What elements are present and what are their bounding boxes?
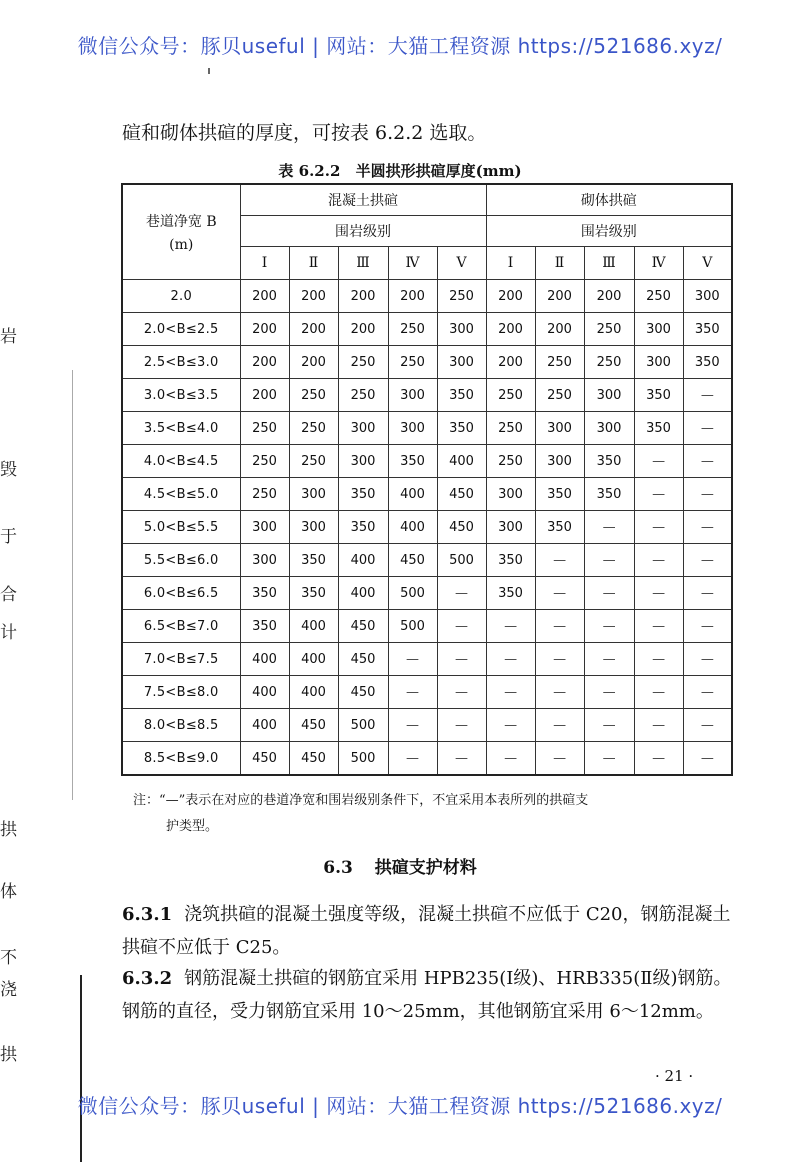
tunnel-width-cell: 6.5<B≤7.0 — [122, 610, 240, 643]
thickness-cell: — — [683, 544, 732, 577]
thickness-cell: 400 — [289, 643, 338, 676]
thickness-cell: 300 — [584, 412, 634, 445]
thickness-cell: — — [634, 742, 683, 776]
watermark-bottom: 微信公众号：豚贝useful | 网站：大猫工程资源 https://521686.xyz/ — [77, 1094, 723, 1118]
margin-char: 岩 — [0, 327, 17, 347]
thickness-cell: — — [634, 676, 683, 709]
thickness-cell: — — [634, 643, 683, 676]
thickness-cell: 200 — [240, 379, 289, 412]
thickness-cell: 450 — [437, 478, 486, 511]
thickness-cell: 400 — [240, 676, 289, 709]
thickness-cell: 350 — [240, 610, 289, 643]
rock-grade-header: Ⅱ — [535, 247, 584, 280]
thickness-cell: 250 — [486, 379, 535, 412]
thickness-cell: — — [683, 577, 732, 610]
thickness-cell: 250 — [240, 478, 289, 511]
tunnel-width-cell: 2.0<B≤2.5 — [122, 313, 240, 346]
thickness-cell: 250 — [535, 346, 584, 379]
thickness-cell: 350 — [338, 511, 388, 544]
thickness-cell: 350 — [486, 577, 535, 610]
thickness-cell: 500 — [338, 709, 388, 742]
thickness-cell: 200 — [486, 280, 535, 313]
thickness-cell: — — [486, 742, 535, 776]
thickness-cell: — — [437, 742, 486, 776]
table-row — [122, 280, 732, 313]
thickness-cell: — — [584, 742, 634, 776]
thickness-cell: — — [584, 544, 634, 577]
tunnel-width-cell: 4.5<B≤5.0 — [122, 478, 240, 511]
thickness-cell: — — [535, 544, 584, 577]
thickness-cell: — — [683, 709, 732, 742]
row-header-cell — [122, 184, 240, 280]
thickness-cell: 300 — [338, 412, 388, 445]
rock-grade-header: Ⅰ — [486, 247, 535, 280]
thickness-cell: 350 — [289, 544, 338, 577]
margin-char: 不 — [0, 948, 17, 968]
binding-line — [80, 975, 82, 1162]
thickness-cell: 250 — [240, 445, 289, 478]
thickness-cell: 450 — [388, 544, 437, 577]
thickness-cell: 450 — [240, 742, 289, 776]
thickness-cell: — — [486, 643, 535, 676]
table-row — [122, 610, 732, 643]
thickness-cell: 400 — [437, 445, 486, 478]
thickness-cell: 200 — [240, 313, 289, 346]
thickness-cell: 400 — [289, 676, 338, 709]
thickness-cell: 300 — [634, 313, 683, 346]
thickness-cell: 300 — [388, 412, 437, 445]
note-line: 护类型。 — [166, 819, 219, 834]
thickness-cell: — — [535, 610, 584, 643]
tunnel-width-cell: 4.0<B≤4.5 — [122, 445, 240, 478]
thickness-cell: 250 — [486, 412, 535, 445]
table-row — [122, 445, 732, 478]
thickness-cell: 200 — [240, 280, 289, 313]
thickness-cell: — — [388, 676, 437, 709]
thickness-cell: — — [683, 742, 732, 776]
thickness-cell: 300 — [240, 544, 289, 577]
thickness-cell: — — [683, 643, 732, 676]
thickness-cell: — — [683, 511, 732, 544]
thickness-cell: 350 — [634, 412, 683, 445]
thickness-cell: 400 — [240, 643, 289, 676]
thickness-cell: 200 — [535, 313, 584, 346]
thickness-cell: 250 — [535, 379, 584, 412]
thickness-cell: 300 — [584, 379, 634, 412]
watermark-top: 微信公众号：豚贝useful | 网站：大猫工程资源 https://521686.xyz/ — [77, 34, 723, 58]
tunnel-width-cell: 5.5<B≤6.0 — [122, 544, 240, 577]
thickness-cell: 400 — [388, 478, 437, 511]
thickness-cell: — — [437, 643, 486, 676]
section-title: 拱碹支护材料 — [374, 858, 477, 878]
row-header-label: 巷道净宽 B — [145, 214, 217, 230]
group-header-concrete: 混凝土拱碹 — [240, 184, 486, 216]
thickness-cell: 350 — [240, 577, 289, 610]
rock-grade-header: Ⅲ — [338, 247, 388, 280]
thickness-cell: — — [634, 511, 683, 544]
rock-grade-header: Ⅲ — [584, 247, 634, 280]
thickness-cell: 300 — [388, 379, 437, 412]
thickness-cell: — — [535, 709, 584, 742]
thickness-cell: 350 — [584, 445, 634, 478]
clause-number: 6.3.2 — [122, 968, 173, 989]
tunnel-width-cell: 2.5<B≤3.0 — [122, 346, 240, 379]
thickness-cell: 500 — [437, 544, 486, 577]
intro-text: 碹和砌体拱碹的厚度，可按表 6.2.2 选取。 — [122, 122, 487, 144]
thickness-cell: 200 — [240, 346, 289, 379]
thickness-cell: 300 — [240, 511, 289, 544]
margin-char: 拱 — [0, 1045, 17, 1065]
thickness-cell: 300 — [437, 313, 486, 346]
table-row — [122, 544, 732, 577]
thickness-cell: 350 — [486, 544, 535, 577]
thickness-cell: 300 — [535, 445, 584, 478]
thickness-cell: 400 — [289, 610, 338, 643]
thickness-cell: — — [437, 709, 486, 742]
thickness-cell: — — [535, 676, 584, 709]
thickness-cell: 350 — [437, 379, 486, 412]
thickness-cell: 300 — [683, 280, 732, 313]
thickness-cell: 200 — [535, 280, 584, 313]
tunnel-width-cell: 2.0 — [122, 280, 240, 313]
thickness-cell: — — [683, 478, 732, 511]
thickness-cell: — — [634, 709, 683, 742]
table-row — [122, 676, 732, 709]
thickness-cell: — — [535, 577, 584, 610]
thickness-cell: 400 — [338, 577, 388, 610]
table-row — [122, 412, 732, 445]
stray-mark — [208, 68, 210, 74]
table-row — [122, 742, 732, 776]
thickness-cell: — — [437, 676, 486, 709]
rock-grade-header: Ⅳ — [634, 247, 683, 280]
clause-text: 钢筋混凝土拱碹的钢筋宜采用 HPB235(Ⅰ级)、HRB335(Ⅱ级)钢筋。钢筋的直径，受力钢筋宜采用 10～25mm，其他钢筋宜采用 6～12mm。 — [122, 968, 732, 1022]
section-number: 6.3 — [323, 858, 353, 878]
thickness-cell: 450 — [289, 709, 338, 742]
tunnel-width-cell: 6.0<B≤6.5 — [122, 577, 240, 610]
thickness-cell: 250 — [584, 346, 634, 379]
clause-paragraph — [122, 898, 742, 964]
subheader-rock-grade: 围岩级别 — [486, 216, 732, 247]
thickness-cell: — — [584, 511, 634, 544]
thickness-cell: 450 — [338, 610, 388, 643]
thickness-cell: — — [584, 643, 634, 676]
tunnel-width-cell: 7.0<B≤7.5 — [122, 643, 240, 676]
table-row — [122, 511, 732, 544]
thickness-cell: 250 — [388, 313, 437, 346]
table-row — [122, 313, 732, 346]
thickness-cell: — — [535, 643, 584, 676]
table-caption — [0, 160, 800, 181]
table-row — [122, 577, 732, 610]
thickness-cell: 350 — [437, 412, 486, 445]
thickness-cell: 250 — [584, 313, 634, 346]
thickness-cell: — — [634, 610, 683, 643]
thickness-cell: — — [634, 445, 683, 478]
thickness-cell: 350 — [683, 346, 732, 379]
thickness-cell: 250 — [388, 346, 437, 379]
thickness-cell: — — [634, 577, 683, 610]
thickness-cell: 450 — [289, 742, 338, 776]
thickness-cell: 350 — [535, 511, 584, 544]
rock-grade-header: Ⅴ — [437, 247, 486, 280]
margin-char: 于 — [0, 527, 17, 547]
thickness-cell: 300 — [486, 511, 535, 544]
thickness-cell: 350 — [338, 478, 388, 511]
thickness-cell: — — [584, 610, 634, 643]
thickness-cell: 250 — [240, 412, 289, 445]
thickness-cell: — — [486, 610, 535, 643]
thickness-cell: 350 — [289, 577, 338, 610]
thickness-cell: 250 — [486, 445, 535, 478]
thickness-cell: 350 — [584, 478, 634, 511]
thickness-cell: 200 — [584, 280, 634, 313]
thickness-cell: 250 — [634, 280, 683, 313]
thickness-cell: — — [683, 610, 732, 643]
thickness-cell: 300 — [535, 412, 584, 445]
thickness-cell: 250 — [338, 346, 388, 379]
table-row — [122, 379, 732, 412]
thickness-cell: 400 — [338, 544, 388, 577]
clause-paragraph — [122, 962, 742, 1028]
thickness-cell: 400 — [240, 709, 289, 742]
thickness-cell: 250 — [338, 379, 388, 412]
thickness-cell: 500 — [338, 742, 388, 776]
clause-text: 浇筑拱碹的混凝土强度等级，混凝土拱碹不应低于 C20，钢筋混凝土拱碹不应低于 C25。 — [122, 904, 731, 958]
table-row — [122, 346, 732, 379]
thickness-cell: 200 — [289, 313, 338, 346]
rock-grade-header: Ⅳ — [388, 247, 437, 280]
thickness-cell: — — [584, 709, 634, 742]
rock-grade-header: Ⅱ — [289, 247, 338, 280]
tunnel-width-cell: 8.5<B≤9.0 — [122, 742, 240, 776]
tunnel-width-cell: 5.0<B≤5.5 — [122, 511, 240, 544]
margin-char: 计 — [0, 623, 17, 643]
thickness-cell: — — [437, 577, 486, 610]
thickness-cell: — — [388, 709, 437, 742]
thickness-cell: 250 — [289, 379, 338, 412]
thickness-cell: — — [683, 676, 732, 709]
tunnel-width-cell: 3.5<B≤4.0 — [122, 412, 240, 445]
thickness-cell: 500 — [388, 577, 437, 610]
section-heading — [0, 853, 800, 878]
table-row — [122, 643, 732, 676]
thickness-cell: 200 — [388, 280, 437, 313]
thickness-cell: 400 — [388, 511, 437, 544]
thickness-cell: — — [535, 742, 584, 776]
thickness-cell: — — [634, 478, 683, 511]
thickness-cell: — — [388, 643, 437, 676]
tunnel-width-cell: 8.0<B≤8.5 — [122, 709, 240, 742]
thickness-cell: — — [584, 577, 634, 610]
thickness-cell: 200 — [338, 280, 388, 313]
table-note — [133, 788, 733, 840]
margin-char: 体 — [0, 882, 17, 902]
thickness-cell: — — [634, 544, 683, 577]
subheader-rock-grade: 围岩级别 — [240, 216, 486, 247]
thickness-cell: 350 — [388, 445, 437, 478]
thickness-cell: 500 — [388, 610, 437, 643]
thickness-cell: — — [437, 610, 486, 643]
thickness-cell: — — [683, 379, 732, 412]
thickness-cell: 250 — [437, 280, 486, 313]
thickness-cell: 200 — [486, 346, 535, 379]
thickness-cell: 350 — [683, 313, 732, 346]
thickness-cell: — — [683, 412, 732, 445]
table-caption-number: 表 6.2.2 — [278, 162, 341, 180]
note-line: 注：“—”表示在对应的巷道净宽和围岩级别条件下，不宜采用本表所列的拱碹支 — [133, 793, 589, 808]
row-header-unit: (m) — [169, 237, 194, 253]
rock-grade-header: Ⅰ — [240, 247, 289, 280]
thickness-cell: 300 — [486, 478, 535, 511]
thickness-cell: 450 — [338, 643, 388, 676]
margin-divider — [72, 370, 73, 800]
thickness-cell: 250 — [289, 445, 338, 478]
table-row — [122, 709, 732, 742]
thickness-cell: 300 — [289, 478, 338, 511]
thickness-table — [121, 183, 733, 776]
thickness-cell: 300 — [437, 346, 486, 379]
thickness-cell: 300 — [634, 346, 683, 379]
table-caption-title: 半圆拱形拱碹厚度(mm) — [355, 162, 522, 180]
thickness-cell: 350 — [634, 379, 683, 412]
thickness-cell: 350 — [535, 478, 584, 511]
table-row — [122, 478, 732, 511]
group-header-masonry: 砌体拱碹 — [486, 184, 732, 216]
thickness-cell: 200 — [289, 346, 338, 379]
tunnel-width-cell: 7.5<B≤8.0 — [122, 676, 240, 709]
thickness-cell: 300 — [289, 511, 338, 544]
thickness-cell: 300 — [338, 445, 388, 478]
page-number: · 21 · — [655, 1067, 694, 1085]
thickness-cell: — — [388, 742, 437, 776]
margin-char: 合 — [0, 585, 17, 605]
margin-char: 拱 — [0, 820, 17, 840]
margin-char: 毁 — [0, 460, 17, 480]
thickness-cell: — — [486, 676, 535, 709]
margin-char: 浇 — [0, 980, 17, 1000]
thickness-cell: 450 — [338, 676, 388, 709]
rock-grade-header: Ⅴ — [683, 247, 732, 280]
thickness-cell: — — [486, 709, 535, 742]
thickness-cell: 250 — [289, 412, 338, 445]
tunnel-width-cell: 3.0<B≤3.5 — [122, 379, 240, 412]
thickness-cell: 200 — [486, 313, 535, 346]
thickness-cell: — — [683, 445, 732, 478]
clause-number: 6.3.1 — [122, 904, 173, 925]
thickness-cell: 200 — [289, 280, 338, 313]
thickness-cell: 450 — [437, 511, 486, 544]
thickness-cell: 200 — [338, 313, 388, 346]
thickness-cell: — — [584, 676, 634, 709]
